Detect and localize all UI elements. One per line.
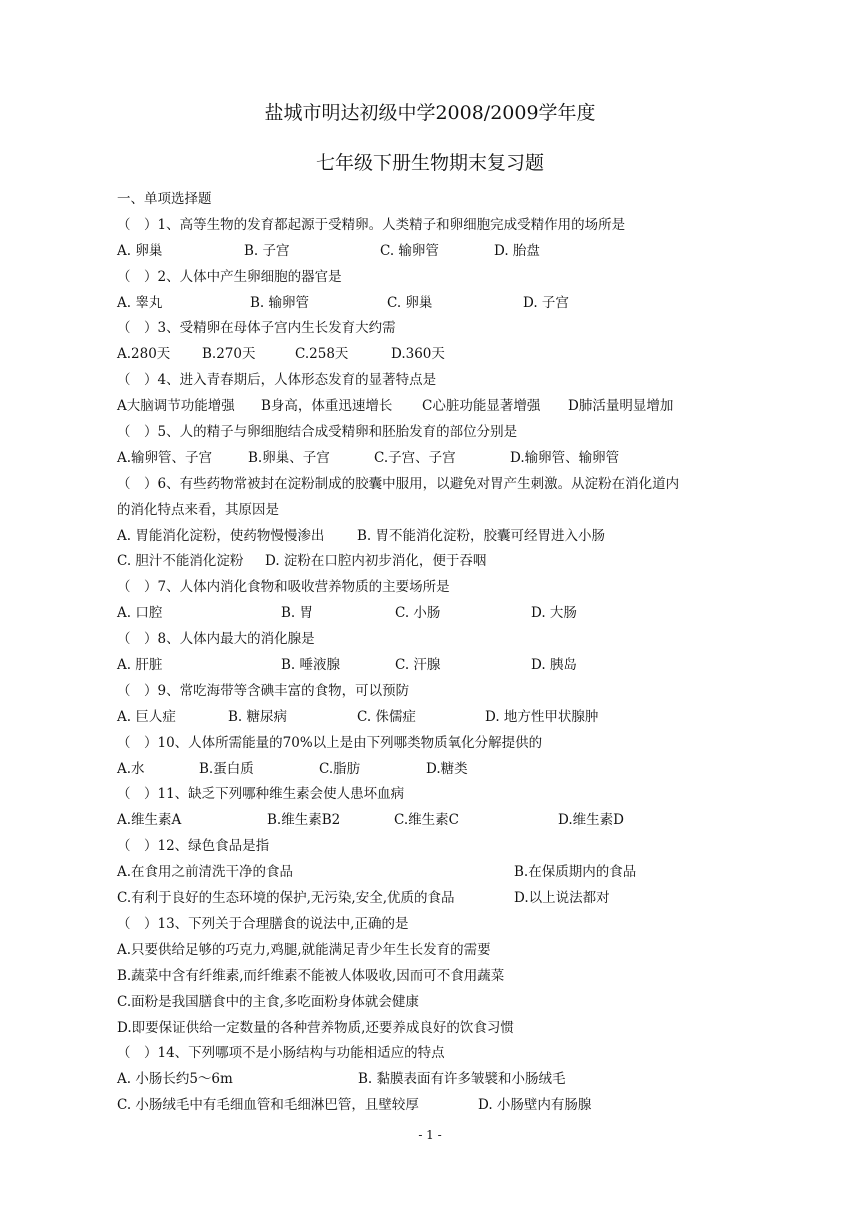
question-8: （ ）8、人体内最大的消化腺是: [117, 631, 315, 648]
question-14-options-row1: [117, 1067, 757, 1093]
option-c: C.子宫、子宫: [374, 449, 456, 466]
option-d: D. 子宫: [523, 294, 569, 311]
question-4: （ ）4、进入青春期后，人体形态发育的显著特点是: [117, 372, 437, 389]
document-title: 盐城市明达初级中学2008/2009学年度: [264, 102, 596, 124]
option-a: A. 小肠长约5～6m: [117, 1071, 233, 1088]
option-b: B.蛋白质: [199, 760, 254, 777]
question-13: （ ）13、下列关于合理膳食的说法中,正确的是: [117, 915, 409, 932]
question-2-options: [117, 291, 757, 317]
question-10: （ ）10、人体所需能量的70%以上是由下列哪类物质氧化分解提供的: [117, 734, 543, 751]
question-8-options: [117, 653, 757, 679]
option-a: A大脑调节功能增强: [117, 398, 235, 415]
question-14: （ ）14、下列哪项不是小肠结构与功能相适应的特点: [117, 1045, 445, 1062]
option-c: C.258天: [295, 346, 349, 363]
question-list: [117, 187, 757, 1119]
question-11-options: [117, 808, 757, 834]
option-d: D. 小肠壁内有肠腺: [478, 1097, 592, 1114]
option-a: A. 睾丸: [117, 294, 163, 311]
question-10-options: [117, 757, 757, 783]
question-2: （ ）2、人体中产生卵细胞的器官是: [117, 268, 342, 285]
option-c: C. 小肠绒毛中有毛细血管和毛细淋巴管，且壁较厚: [117, 1097, 419, 1114]
option-c: C.面粉是我国膳食中的主食,多吃面粉身体就会健康: [117, 993, 419, 1010]
option-a: A.维生素A: [117, 812, 182, 829]
question-14-options-row2: [117, 1093, 757, 1119]
question-5: （ ）5、人的精子与卵细胞结合成受精卵和胚胎发育的部位分别是: [117, 424, 518, 441]
option-c: C.维生素C: [394, 812, 459, 829]
option-b: B. 输卵管: [250, 294, 310, 311]
option-c: C.脂肪: [319, 760, 361, 777]
question-12-options-row2: [117, 886, 757, 912]
question-11: （ ）11、缺乏下列哪种维生素会使人患坏血病: [117, 786, 405, 803]
option-d: D.输卵管、输卵管: [510, 449, 620, 466]
option-b: B身高，体重迅速增长: [261, 398, 393, 415]
option-d: D. 胎盘: [494, 242, 540, 259]
option-d: D. 胰岛: [531, 657, 577, 674]
question-7: （ ）7、人体内消化食物和吸收营养物质的主要场所是: [117, 579, 450, 596]
question-9: （ ）9、常吃海带等含碘丰富的食物，可以预防: [117, 682, 410, 699]
option-c: C. 输卵管: [380, 242, 439, 259]
option-d: D. 淀粉在口腔内初步消化，便于吞咽: [265, 553, 487, 570]
question-5-options: [117, 446, 757, 472]
question-4-options: [117, 394, 757, 420]
option-a: A.只要供给足够的巧克力,鸡腿,就能满足青少年生长发育的需要: [117, 941, 491, 958]
option-b: B.维生素B2: [267, 812, 341, 829]
question-6-options-row1: [117, 524, 757, 550]
option-d: D.即要保证供给一定数量的各种营养物质,还要养成良好的饮食习惯: [117, 1019, 514, 1036]
option-c: C. 卵巢: [387, 294, 433, 311]
option-d: D. 大肠: [531, 605, 577, 622]
option-a: A. 巨人症: [117, 708, 176, 725]
option-d: D.以上说法都对: [514, 890, 610, 907]
question-1: （ ）1、高等生物的发育都起源于受精卵。人类精子和卵细胞完成受精作用的场所是: [117, 216, 626, 233]
option-d: D.360天: [391, 346, 445, 363]
question-6-continued: 的消化特点来看，其原因是: [117, 501, 279, 518]
option-d: D.维生素D: [558, 812, 624, 829]
question-3: （ ）3、受精卵在母体子宫内生长发育大约需: [117, 320, 396, 337]
question-7-options: [117, 601, 757, 627]
option-b: B. 子宫: [244, 242, 290, 259]
question-12: （ ）12、绿色食品是指: [117, 838, 270, 855]
option-c: C.有利于良好的生态环境的保护,无污染,安全,优质的食品: [117, 890, 455, 907]
option-a: A.输卵管、子宫: [117, 449, 213, 466]
option-b: B.在保质期内的食品: [514, 864, 637, 881]
option-b: B.卵巢、子宫: [248, 449, 330, 466]
option-a: A. 口腔: [117, 605, 163, 622]
option-c: C. 侏儒症: [357, 708, 416, 725]
question-12-options-row1: [117, 860, 757, 886]
question-9-options: [117, 705, 757, 731]
section-heading: 一、单项选择题: [117, 191, 212, 207]
option-b: B.270天: [202, 346, 256, 363]
option-d: D.糖类: [426, 760, 468, 777]
option-d: D肺活量明显增加: [568, 398, 674, 415]
option-d: D. 地方性甲状腺肿: [485, 708, 599, 725]
option-a: A. 胃能消化淀粉，使药物慢慢渗出: [117, 527, 325, 544]
page-number: - 1 -: [418, 1128, 442, 1142]
option-b: B. 胃不能消化淀粉，胶囊可经胃进入小肠: [357, 527, 606, 544]
option-b: B.蔬菜中含有纤维素,而纤维素不能被人体吸收,因而可不食用蔬菜: [117, 967, 505, 984]
option-c: C. 汗腺: [395, 657, 441, 674]
option-a: A.水: [117, 760, 145, 777]
question-6: （ ）6、有些药物常被封在淀粉制成的胶囊中服用，以避免对胃产生刺激。从淀粉在消化道内: [117, 475, 680, 492]
option-b: B. 黏膜表面有许多皱襞和小肠绒毛: [358, 1071, 566, 1088]
option-b: B. 胃: [281, 605, 314, 622]
question-3-options: [117, 342, 757, 368]
document-subtitle: 七年级下册生物期末复习题: [315, 152, 544, 174]
option-b: B. 唾液腺: [281, 657, 341, 674]
option-c: C. 胆汁不能消化淀粉: [117, 553, 244, 570]
option-a: A. 卵巢: [117, 242, 163, 259]
option-c: C心脏功能显著增强: [422, 398, 541, 415]
option-a: A. 肝脏: [117, 657, 163, 674]
option-a: A.在食用之前清洗干净的食品: [117, 864, 294, 881]
question-1-options: [117, 239, 757, 265]
option-c: C. 小肠: [395, 605, 441, 622]
option-b: B. 糖尿病: [228, 708, 288, 725]
option-a: A.280天: [117, 346, 171, 363]
question-6-options-row2: [117, 549, 757, 575]
